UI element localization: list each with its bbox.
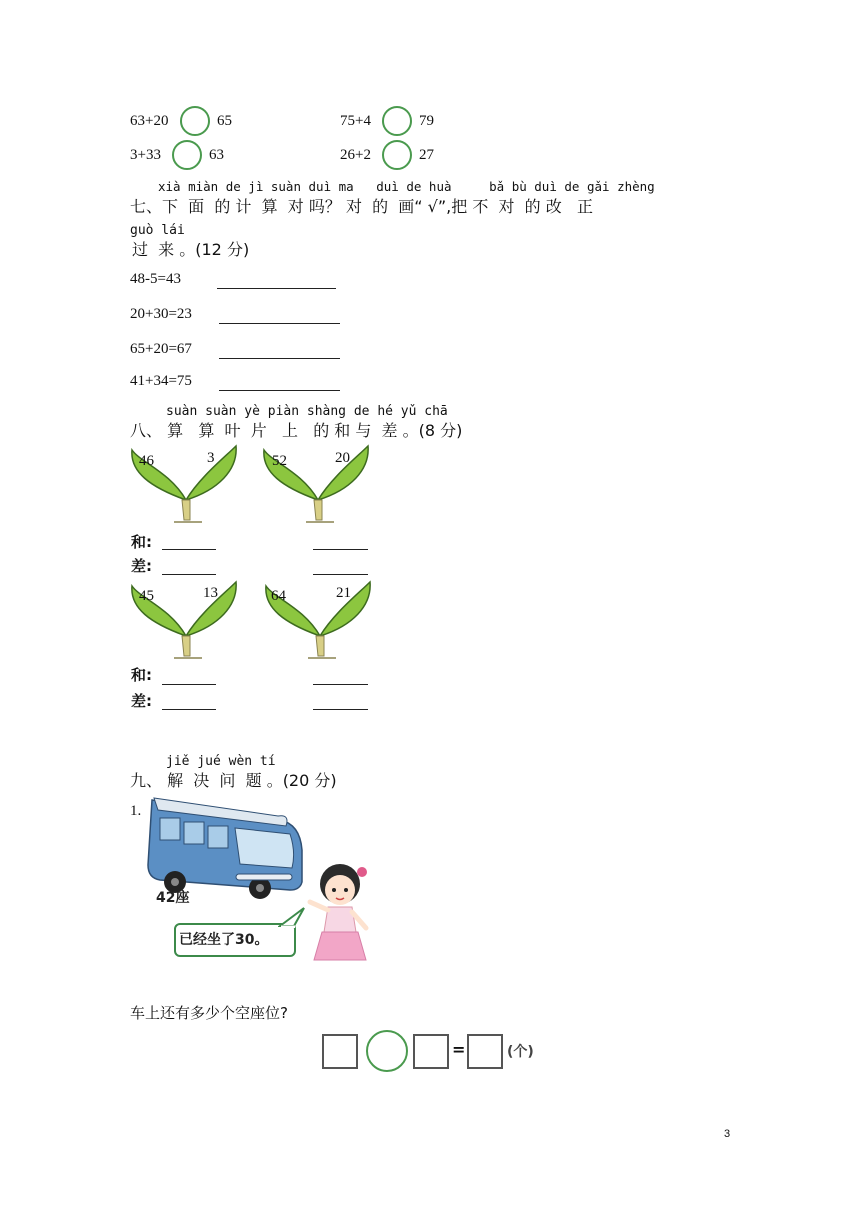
comparison-circle-2[interactable] xyxy=(382,106,412,136)
section7-title-2: 过 来 。(12 分) xyxy=(132,240,250,259)
comparison-circle-3[interactable] xyxy=(172,140,202,170)
bus-seat-label: 42座 xyxy=(156,890,190,906)
comparison-circle-4[interactable] xyxy=(382,140,412,170)
section8-title: 八、 算 算 叶 片 上 的 和 与 差 。(8 分) xyxy=(130,421,463,440)
problem-number: 1. xyxy=(130,803,142,819)
comparison-right-1: 65 xyxy=(217,113,232,129)
check-item-2: 20+30=23 xyxy=(130,306,192,322)
comparison-left-4: 26+2 xyxy=(340,147,371,163)
plant-3-left-number: 45 xyxy=(139,588,154,604)
plant-3-right-number: 13 xyxy=(203,585,218,601)
section8-pinyin: suàn suàn yè piàn shàng de hé yǔ chā xyxy=(166,404,448,419)
equation-box-result[interactable] xyxy=(467,1034,503,1069)
section9-title: 九、 解 决 问 题 。(20 分) xyxy=(130,771,337,790)
sum-blank-2[interactable] xyxy=(313,548,368,550)
answer-blank-2[interactable] xyxy=(219,322,340,324)
check-item-1: 48-5=43 xyxy=(130,271,181,287)
plant-2-right-number: 20 xyxy=(335,450,350,466)
unit-label: (个) xyxy=(507,1044,534,1060)
question-text: 车上还有多少个空座位? xyxy=(130,1004,288,1022)
diff-blank-1[interactable] xyxy=(162,573,216,575)
plant-1-left-number: 46 xyxy=(139,453,154,469)
comparison-right-3: 63 xyxy=(209,147,224,163)
answer-blank-1[interactable] xyxy=(217,287,336,289)
diff-label-1: 差: xyxy=(131,557,152,575)
page-number: 3 xyxy=(724,1128,731,1140)
diff-blank-2[interactable] xyxy=(313,573,368,575)
comparison-right-4: 27 xyxy=(419,147,434,163)
plant-4-left-number: 64 xyxy=(271,588,286,604)
answer-blank-4[interactable] xyxy=(219,389,340,391)
sum-blank-4[interactable] xyxy=(313,683,368,685)
check-item-4: 41+34=75 xyxy=(130,373,192,389)
section7-title-1: 七、下 面 的 计 算 对 吗？ 对 的 画“ √”,把 不 对 的 改 正 xyxy=(130,197,594,216)
check-item-3: 65+20=67 xyxy=(130,341,192,357)
plant-2-left-number: 52 xyxy=(272,453,287,469)
comparison-left-2: 75+4 xyxy=(340,113,371,129)
diff-blank-4[interactable] xyxy=(313,708,368,710)
comparison-circle-1[interactable] xyxy=(180,106,210,136)
comparison-left-3: 3+33 xyxy=(130,147,161,163)
comparison-left-1: 63+20 xyxy=(130,113,169,129)
plant-4-right-number: 21 xyxy=(336,585,351,601)
answer-blank-3[interactable] xyxy=(219,357,340,359)
speech-text: 已经坐了30。 xyxy=(179,932,269,948)
plant-1-right-number: 3 xyxy=(207,450,215,466)
sum-label-1: 和: xyxy=(131,533,152,551)
equation-operator-circle[interactable] xyxy=(366,1030,408,1072)
diff-blank-3[interactable] xyxy=(162,708,216,710)
section9-pinyin: jiě jué wèn tí xyxy=(166,754,276,769)
diff-label-2: 差: xyxy=(131,692,152,710)
equation-box-2[interactable] xyxy=(413,1034,449,1069)
girl-illustration xyxy=(300,862,380,970)
section7-pinyin-1: xià miàn de jì suàn duì ma duì de huà bǎ bù duì de gǎi zhèng xyxy=(158,179,655,194)
section7-pinyin-2: guò lái xyxy=(130,223,185,238)
equals-sign: = xyxy=(452,1040,466,1059)
equation-box-1[interactable] xyxy=(322,1034,358,1069)
sum-blank-3[interactable] xyxy=(162,683,216,685)
sum-label-2: 和: xyxy=(131,666,152,684)
sum-blank-1[interactable] xyxy=(162,548,216,550)
comparison-right-2: 79 xyxy=(419,113,434,129)
